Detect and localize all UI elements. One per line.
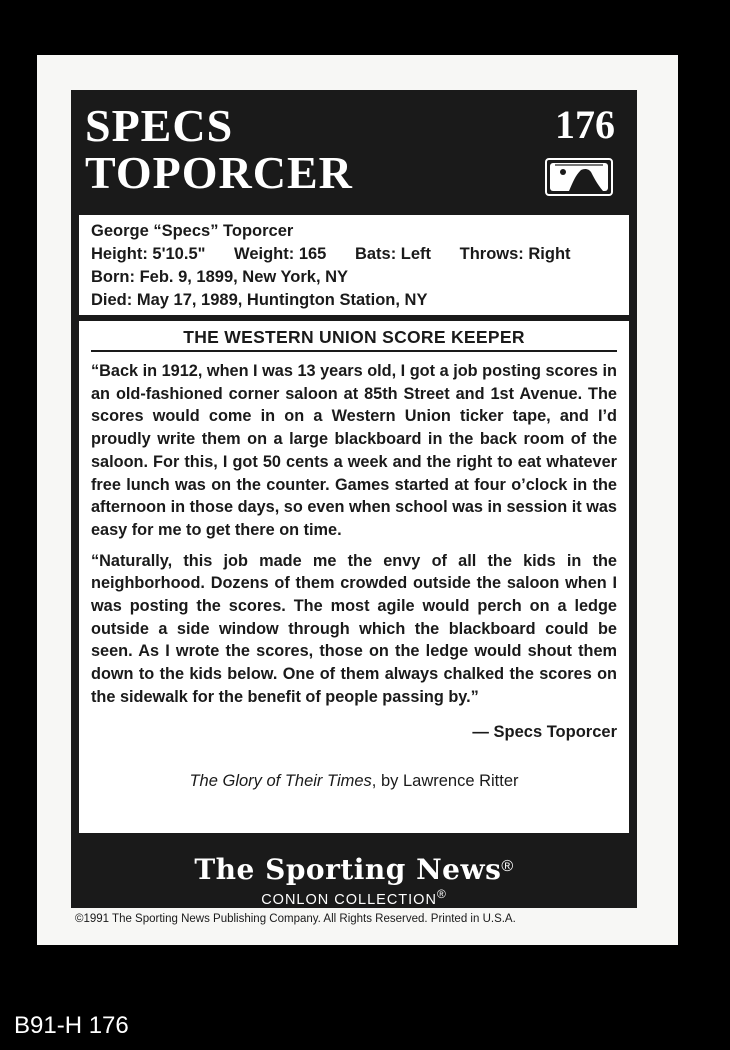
brand-collection-text: CONLON COLLECTION: [261, 891, 437, 908]
story-box: [79, 321, 629, 833]
bio-throws: Throws: Right: [459, 245, 571, 263]
registered-mark-small: ®: [436, 887, 447, 901]
source-author: , by Lawrence Ritter: [371, 771, 519, 790]
brand-name: [71, 850, 637, 887]
mlb-logo-icon: [545, 158, 613, 196]
bio-died: Died: May 17, 1989, Huntington Station, NY: [91, 291, 428, 309]
player-name-line1: SPECS: [85, 100, 234, 151]
copyright-line: ©1991 The Sporting News Publishing Company. All Rights Reserved. Printed in U.S.A.: [75, 913, 516, 925]
player-name-line2: TOPORCER: [85, 147, 353, 198]
player-name: [85, 102, 353, 196]
bio-height: Height: 5'10.5": [91, 245, 206, 263]
bio-born: Born: Feb. 9, 1899, New York, NY: [91, 268, 349, 286]
story-paragraph-1: “Back in 1912, when I was 13 years old, I got a job posting scores in an old-fashioned corner saloon at 85th Street and 1st Avenue. The scores would come in on a Western Union ticker tape, and I’d proudly write them on a large blackboard in the back room of the saloon. For this, I got 50 cents a week and the right to eat whatever free lunch was on the counter. Games started at four o’clock in the afternoon in those days, so even when school was in session it was easy for me to get there on time.: [91, 362, 617, 539]
bio-full-name: George “Specs” Toporcer: [91, 222, 294, 240]
brand-block: [71, 838, 637, 908]
card-frame: [71, 90, 637, 908]
story-attribution: — Specs Toporcer: [472, 722, 617, 741]
image-caption: B91-H 176: [14, 1012, 129, 1039]
brand-name-text: The Sporting News: [194, 853, 502, 886]
bio-bats: Bats: Left: [354, 245, 432, 263]
story-paragraph-2: “Naturally, this job made me the envy of all the kids in the neighborhood. Dozens of them crowded outside the saloon when I was posting the scores. The most agile would perch on a ledge outside a side window through which the blackboard could be seen. As I wrote the scores, those on the ledge would shout them down to the kids below. One of them always chalked the scores on the sidewalk for the benefit of people passing by.”: [91, 551, 617, 706]
story-headline: THE WESTERN UNION SCORE KEEPER: [91, 321, 617, 352]
bio-box: [79, 215, 629, 315]
bio-stats-row: [91, 243, 617, 266]
registered-mark: ®: [501, 858, 514, 875]
source-title: The Glory of Their Times: [189, 771, 372, 790]
brand-collection: [71, 887, 637, 908]
card-number: 176: [555, 102, 615, 147]
baseball-card-back: [37, 55, 678, 945]
bio-weight: Weight: 165: [234, 245, 327, 263]
story-source: [91, 772, 617, 791]
